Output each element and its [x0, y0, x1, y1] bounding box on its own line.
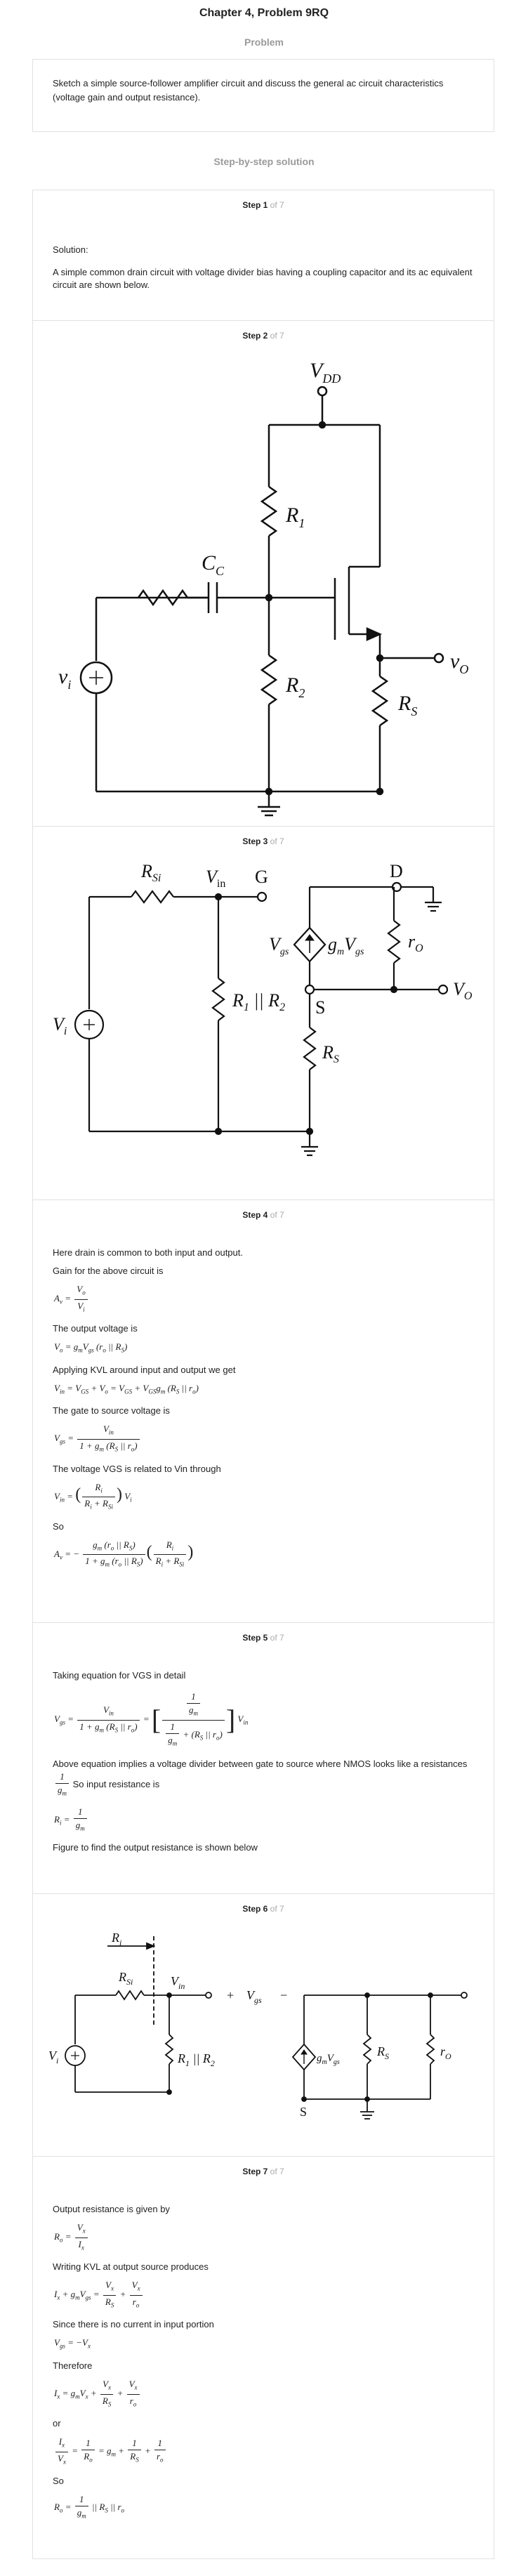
r-par-label: R — [178, 2051, 185, 2065]
minus-sign: − — [280, 1988, 288, 2002]
rsi-label-sub: Si — [126, 1977, 133, 1987]
svg-text:rO — [440, 2044, 451, 2061]
vgs-label: V — [246, 1988, 254, 2002]
vi-label-sub: i — [67, 678, 72, 692]
step-text: So input resistance is — [72, 1778, 160, 1789]
svg-text:RS — [397, 692, 417, 718]
vi-label-sub: i — [56, 2056, 59, 2065]
step-label: Step 5 — [242, 1633, 268, 1643]
svg-text:RSi — [118, 1970, 133, 1987]
step-text: Taking equation for VGS in detail — [53, 1670, 186, 1681]
svg-text:R1 || R2 — [177, 2051, 215, 2068]
vin-label-sub: in — [178, 1981, 185, 1991]
step-of: of 7 — [270, 1633, 284, 1643]
vo-label: V — [453, 979, 464, 999]
ri-label: R — [112, 1931, 119, 1945]
step-text: Gain for the above circuit is — [53, 1266, 164, 1276]
step-text: Writing KVL at output source produces — [53, 2261, 209, 2273]
kvl-equation: $V_{in} = V_{GS} + V_o = V_{GS} + V_{GS}g_m$ ($R_S$ || $r_o$) — [54, 1382, 199, 1395]
r-par-sub1: 1 — [185, 2058, 190, 2068]
vgs-vx-equation: $V_{gs} = -V_x$ — [54, 2337, 91, 2350]
source-follower-circuit — [33, 346, 494, 824]
rs-label-sub: S — [333, 1053, 339, 1065]
svg-text:Vgs — [269, 934, 289, 957]
svg-text:VDD — [310, 359, 341, 386]
svg-text:Vin — [171, 1974, 185, 1991]
step-of: of 7 — [270, 836, 284, 846]
step-label: Step 3 — [242, 836, 268, 846]
svg-text:RS — [322, 1042, 339, 1065]
step-text: So — [53, 2476, 64, 2487]
svg-text:R1 — [285, 504, 305, 530]
step-4 — [32, 1200, 494, 1622]
step-text: Output resistance is given by — [53, 2204, 170, 2214]
step-of: of 7 — [270, 2167, 284, 2176]
svg-text:vO — [450, 650, 468, 676]
rsi-label-sub: Si — [152, 872, 161, 884]
solution-label: Step-by-step solution — [213, 156, 315, 167]
svg-text:vi — [58, 665, 71, 692]
rs-label: R — [377, 2044, 385, 2058]
step-2 — [32, 320, 494, 826]
svg-text:CC — [202, 551, 225, 578]
r-par-sub2: 2 — [210, 2058, 215, 2068]
step-label: Step 7 — [242, 2167, 268, 2176]
vgs-equation: $V_{gs}$ = $\frac{V_{in}}{1 + g_m (R_S || r_o)}$ — [54, 1423, 474, 1455]
step-text: The output voltage is — [53, 1323, 138, 1334]
step-1 — [32, 190, 494, 320]
small-signal-circuit — [33, 852, 494, 1200]
ro-label-sub: O — [415, 942, 423, 954]
inline-fraction: $\frac{1}{g_m}$ — [54, 1779, 70, 1789]
vo-label-sub: O — [459, 662, 469, 676]
step-label: Step 2 — [242, 331, 268, 341]
problem-label: Problem — [244, 37, 284, 48]
step-text: or — [53, 2418, 61, 2429]
gm-vgs-label-sub: gs — [333, 2058, 340, 2066]
r-par-sub1: 1 — [243, 1001, 249, 1013]
gm-label-sub: m — [322, 2058, 327, 2066]
vin-label: V — [206, 867, 217, 887]
svg-text:Vi — [53, 1014, 67, 1037]
vgs-label-sub: gs — [279, 947, 289, 957]
gm-label: g — [317, 2053, 322, 2064]
step-text: The gate to source voltage is — [53, 1405, 170, 1417]
cc-label: C — [202, 551, 216, 574]
r1-label-sub: 1 — [298, 516, 305, 530]
step-of: of 7 — [270, 200, 284, 210]
svg-text:Vgs — [246, 1988, 262, 2005]
r-par-mid: || R — [190, 2051, 211, 2065]
step-text: Since there is no current in input portion — [53, 2319, 214, 2330]
ro-label: r — [408, 931, 416, 952]
svg-text:gmVgs — [328, 934, 364, 957]
gm-label: g — [328, 934, 337, 954]
ro-final-equation: $R_o$ = $\frac{1}{g_m}$ || $R_S$ || $r_o$ — [54, 2494, 125, 2520]
rs-label: R — [322, 1042, 334, 1063]
step-text: Above equation implies a voltage divider between gate to source where NMOS looks like a resistances — [53, 1759, 468, 1770]
step-3 — [32, 826, 494, 1200]
ro-label: r — [440, 2044, 446, 2058]
r-par-label: R — [232, 990, 244, 1011]
r2-label: R — [286, 673, 299, 697]
step-label: Step 4 — [242, 1210, 268, 1220]
svg-text:RS — [376, 2044, 389, 2061]
step-label: Step 1 — [242, 200, 268, 210]
step-text: Here drain is common to both input and output. — [53, 1247, 243, 1258]
ri-label-sub: i — [119, 1938, 122, 1947]
vi-label: V — [53, 1014, 64, 1034]
vo-label: v — [450, 650, 460, 673]
r-par-sub2: 2 — [279, 1001, 286, 1013]
source-label: S — [300, 2105, 308, 2119]
vi-label: v — [58, 665, 68, 688]
step-text: A simple common drain circuit with voltage divider bias having a coupling capacitor and its ac equivalent circuit are shown below. — [53, 267, 473, 290]
svg-text:Vi — [48, 2049, 58, 2065]
ro-label-sub: O — [445, 2051, 451, 2061]
step-of: of 7 — [270, 331, 284, 341]
step-of: of 7 — [270, 1904, 284, 1914]
plus-sign: + — [227, 1988, 235, 2002]
gate-label: G — [255, 867, 268, 887]
gm-vgs-label: V — [344, 934, 356, 954]
vgs-detail-equation: $V_{gs}$ = $\frac{V_{in}}{1 + g_m (R_S || r_o)}$ = [ $\frac{1}{g_m}$ $\frac{1}{g_m}$ + ($R_S$ || $r_o$) ] $V_{in}$ — [54, 1691, 249, 1747]
step-7 — [32, 2156, 494, 2559]
source-label: S — [315, 997, 326, 1018]
r1-label: R — [286, 504, 299, 527]
svg-text:rO — [408, 931, 423, 954]
vgs-label-sub: gs — [254, 1995, 262, 2005]
page-title: Chapter 4, Problem 9RQ — [199, 7, 329, 19]
step-text: Solution: — [53, 244, 88, 255]
vin-equation: $V_{in}$ = ( $\frac{R_i}{R_i + R_{Si}}$ ) $V_i$ — [54, 1481, 132, 1511]
r2-label-sub: 2 — [298, 686, 305, 700]
vdd-label-sub: DD — [322, 372, 341, 386]
vin-label-sub: in — [216, 878, 226, 890]
problem-card — [32, 59, 494, 132]
rs-label-sub: S — [411, 704, 418, 718]
step-6 — [32, 1893, 494, 2156]
svg-text:R1 || R2 — [232, 990, 285, 1013]
rs-label-sub: S — [385, 2051, 389, 2061]
vi-label: V — [48, 2049, 56, 2063]
step-text: Therefore — [53, 2360, 93, 2371]
svg-text:RSi — [140, 861, 161, 884]
vdd-label: V — [310, 359, 323, 382]
step-text: Applying KVL around input and output we get — [53, 1364, 236, 1375]
gain-equation: $A_v$ = $\frac{V_o}{V_i}$ — [54, 1283, 474, 1315]
svg-text:Vin — [206, 867, 225, 890]
svg-text:R2 — [285, 673, 305, 700]
final-gain-equation: $A_v$ = − $\frac{g_m (r_o || R_S)}{1 + g_m (r_o || R_S)}$ ( $\frac{R_i}{R_i + R_{Si}}$ ) — [54, 1539, 194, 1568]
step-label: Step 6 — [242, 1904, 268, 1914]
rsi-label: R — [119, 1970, 126, 1984]
r-par-mid: || R — [249, 990, 280, 1011]
problem-text: Sketch a simple source-follower amplifier circuit and discuss the general ac circuit characteristics (voltage gain and output resistance). — [53, 78, 444, 103]
svg-text:VO — [453, 979, 473, 1002]
ix-equation: $I_x = g_mV_x$ + $\frac{V_x}{R_S}$ + $\frac{V_x}{r_o}$ — [54, 2378, 474, 2410]
svg-text:Ri — [111, 1931, 121, 1947]
ro-def-equation: $R_o$ = $\frac{V_x}{I_x}$ — [54, 2221, 474, 2254]
output-resistance-circuit — [33, 1922, 494, 2154]
ri-equation: $R_i$ = $\frac{1}{g_m}$ — [54, 1806, 474, 1835]
ix-vx-equation: $\frac{I_x}{V_x}$ = $\frac{1}{R_o}$ = $g_m$ + $\frac{1}{R_S}$ + $\frac{1}{r_o}$ — [54, 2436, 474, 2468]
output-voltage-equation: $V_o = g_mV_{gs}$ ($r_o$ || $R_S$) — [54, 1341, 128, 1354]
kvl-output-equation: $I_x + g_mV_{gs}$ = $\frac{V_x}{R_S}$ + $\frac{V_x}{r_o}$ — [54, 2279, 474, 2311]
cc-label-sub: C — [216, 564, 225, 578]
rsi-label: R — [141, 861, 152, 881]
vin-label: V — [171, 1974, 178, 1988]
step-5 — [32, 1622, 494, 1893]
gm-vgs-label-sub: gs — [355, 947, 364, 957]
gm-vgs-label: V — [326, 2053, 334, 2064]
vi-label-sub: i — [63, 1025, 67, 1037]
svg-text:gmVgs — [317, 2053, 340, 2066]
rs-label: R — [398, 692, 411, 715]
drain-label: D — [390, 861, 403, 881]
step-text: Figure to find the output resistance is shown below — [53, 1842, 258, 1853]
step-text: The voltage VGS is related to Vin through — [53, 1463, 221, 1474]
vo-label-sub: O — [463, 990, 473, 1002]
step-of: of 7 — [270, 1210, 284, 1220]
gm-label-sub: m — [337, 947, 345, 957]
step-text: So — [53, 1520, 64, 1532]
vgs-label: V — [269, 934, 280, 954]
